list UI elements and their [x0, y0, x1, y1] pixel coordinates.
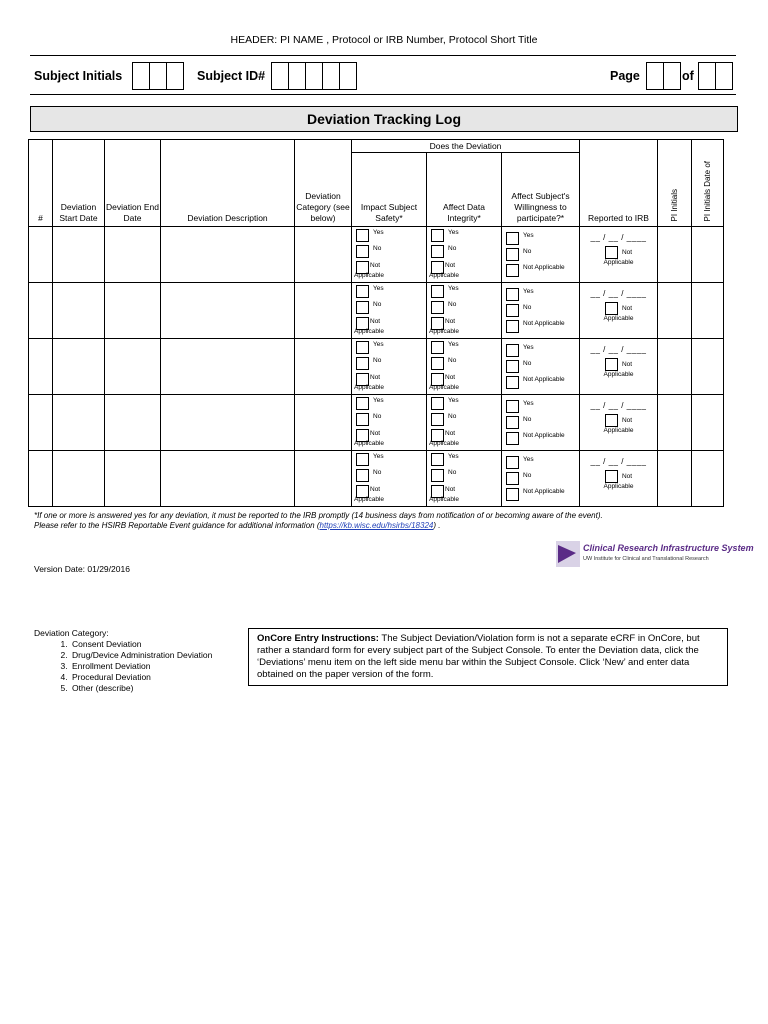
cell-willingness: [502, 227, 580, 283]
option-label: Not Applicable: [523, 432, 565, 439]
option-no[interactable]: [431, 413, 501, 429]
logo-subtitle: UW Institute for Clinical and Translational Research: [583, 556, 709, 562]
checkbox[interactable]: [431, 413, 444, 426]
category-label: Deviation Category:: [34, 628, 109, 638]
option-label: Applicable: [429, 440, 459, 447]
checkbox[interactable]: [506, 472, 519, 485]
cell-category[interactable]: [295, 283, 352, 339]
oncore-text: The Subject Deviation/Violation form is not a separate eCRF in OnCore, but rather a standard form for every subject part of the Subject Console. To enter the Deviation data, click the ‘Deviations’ menu item on the left side menu bar within the Subject Console. Click ‘New’ and enter data obtained on the paper version of the form.: [257, 633, 700, 680]
cell-category[interactable]: [295, 395, 352, 451]
option-label: Not: [370, 486, 381, 493]
option-label: No: [523, 360, 532, 367]
checkbox[interactable]: [356, 229, 369, 242]
col-cat-header: Deviation Category (see below): [295, 140, 352, 227]
option-label: Not: [621, 472, 633, 480]
checkbox[interactable]: [431, 245, 444, 258]
option-label: Applicable: [429, 496, 459, 503]
option-no[interactable]: [431, 245, 501, 261]
cell-pi-initials[interactable]: [658, 395, 692, 451]
option-label: Applicable: [354, 440, 384, 447]
cell-num[interactable]: [29, 339, 53, 395]
cell-pi-initials[interactable]: [658, 283, 692, 339]
option-label: Yes: [373, 229, 384, 236]
checkbox[interactable]: [431, 469, 444, 482]
option-label: Applicable: [603, 259, 634, 266]
option-label: Yes: [373, 453, 384, 460]
checkbox[interactable]: [506, 416, 519, 429]
option-label: Applicable: [354, 384, 384, 391]
cell-willingness: [502, 339, 580, 395]
option-no[interactable]: [506, 360, 579, 376]
option-yes[interactable]: [506, 344, 579, 360]
subject-initials-boxes[interactable]: [132, 62, 184, 90]
cell-num[interactable]: [29, 395, 53, 451]
cell-willingness: [502, 451, 580, 507]
checkbox[interactable]: [356, 341, 369, 354]
option-yes[interactable]: [356, 229, 426, 245]
cell-end-date[interactable]: [105, 339, 161, 395]
option-label: Not: [445, 374, 456, 381]
col-impact-header: Impact Subject Safety*: [352, 153, 427, 227]
cell-pi-initials[interactable]: [658, 451, 692, 507]
table-row: [29, 451, 724, 507]
option-label: No: [523, 304, 532, 311]
option-yes[interactable]: [431, 285, 501, 301]
option-yes[interactable]: [356, 285, 426, 301]
subject-id-boxes[interactable]: [271, 62, 357, 90]
cell-reported-irb: [580, 339, 658, 395]
option-label: Yes: [373, 397, 384, 404]
col-pi-date-header: [692, 140, 724, 227]
table-row: [29, 227, 724, 283]
option-label: Not: [621, 360, 633, 368]
footnote-line2-text: Please refer to the HSIRB Reportable Event guidance for additional information (: [34, 521, 320, 530]
checkbox[interactable]: [356, 357, 369, 370]
option-label: No: [373, 413, 382, 420]
col-integrity-header: Affect Data Integrity*: [427, 153, 502, 227]
deviation-category-legend: [34, 628, 212, 694]
option-label: Not: [621, 416, 633, 424]
option-not-applicable[interactable]: [506, 264, 579, 280]
cell-data-integrity: [427, 283, 502, 339]
checkbox[interactable]: [605, 414, 618, 427]
cell-end-date[interactable]: [105, 395, 161, 451]
page-label: Page: [610, 69, 640, 83]
option-label: No: [373, 469, 382, 476]
option-label: Yes: [523, 400, 534, 407]
option-label: Yes: [523, 344, 534, 351]
cell-pi-date[interactable]: [692, 451, 724, 507]
option-not-applicable[interactable]: [356, 429, 426, 445]
checkbox[interactable]: [506, 232, 519, 245]
page-number-boxes[interactable]: [646, 62, 681, 90]
option-label: No: [448, 245, 457, 252]
table-row: [29, 395, 724, 451]
cell-reported-irb: [580, 283, 658, 339]
option-not-applicable[interactable]: [431, 429, 501, 445]
option-label: Not: [445, 318, 456, 325]
cell-pi-date[interactable]: [692, 339, 724, 395]
irb-date-blank[interactable]: __ / __ / ____: [590, 289, 647, 298]
cell-end-date[interactable]: [105, 451, 161, 507]
checkbox[interactable]: [356, 397, 369, 410]
cell-pi-date[interactable]: [692, 283, 724, 339]
irb-date-blank[interactable]: __ / __ / ____: [590, 345, 647, 354]
footnote-line2: [34, 521, 603, 531]
checkbox[interactable]: [506, 376, 519, 389]
category-item: 5. Other (describe): [70, 683, 212, 694]
checkbox[interactable]: [506, 344, 519, 357]
top-rule: [30, 55, 736, 56]
footnote: [34, 511, 603, 531]
cell-reported-irb: [580, 227, 658, 283]
col-start-header: Deviation Start Date: [53, 140, 105, 227]
option-label: Applicable: [429, 328, 459, 335]
option-yes[interactable]: [356, 453, 426, 469]
option-yes[interactable]: [431, 229, 501, 245]
option-not-applicable[interactable]: [431, 261, 501, 277]
checkbox[interactable]: [431, 341, 444, 354]
checkbox[interactable]: [506, 360, 519, 373]
cell-description[interactable]: [161, 283, 295, 339]
option-label: Yes: [448, 453, 459, 460]
category-list: [34, 639, 212, 694]
option-yes[interactable]: [431, 341, 501, 357]
cell-start-date[interactable]: [53, 227, 105, 283]
footnote-line1: *If one or more is answered yes for any deviation, it must be reported to the IRB promptly (14 business days from notification of or becoming aware of the event).: [34, 511, 603, 520]
cell-pi-date[interactable]: [692, 227, 724, 283]
col-desc-header: Deviation Description: [161, 140, 295, 227]
checkbox[interactable]: [506, 288, 519, 301]
hsirb-link[interactable]: https://kb.wisc.edu/hsirbs/18324: [319, 521, 434, 530]
cris-logo-icon: [556, 541, 580, 567]
option-label: Not Applicable: [523, 320, 565, 327]
option-label: No: [523, 248, 532, 255]
option-no[interactable]: [506, 416, 579, 432]
cell-num[interactable]: [29, 227, 53, 283]
cell-category[interactable]: [295, 227, 352, 283]
checkbox[interactable]: [431, 397, 444, 410]
cell-start-date[interactable]: [53, 283, 105, 339]
option-label: No: [373, 245, 382, 252]
cell-willingness: [502, 395, 580, 451]
option-not-applicable[interactable]: [431, 317, 501, 333]
page-header: HEADER: PI NAME , Protocol or IRB Number, Protocol Short Title: [230, 34, 538, 46]
irb-not-applicable[interactable]: [580, 414, 657, 435]
irb-not-applicable[interactable]: [580, 470, 657, 491]
checkbox[interactable]: [605, 358, 618, 371]
checkbox[interactable]: [605, 302, 618, 315]
option-label: No: [523, 416, 532, 423]
option-no[interactable]: [506, 472, 579, 488]
cell-description[interactable]: [161, 339, 295, 395]
category-item: 2. Drug/Device Administration Deviation: [70, 650, 212, 661]
option-label: No: [523, 472, 532, 479]
option-label: Applicable: [603, 371, 634, 378]
option-label: Applicable: [429, 272, 459, 279]
option-label: Applicable: [354, 496, 384, 503]
checkbox[interactable]: [431, 285, 444, 298]
option-yes[interactable]: [431, 397, 501, 413]
checkbox[interactable]: [506, 264, 519, 277]
option-not-applicable[interactable]: [356, 261, 426, 277]
option-label: Yes: [373, 341, 384, 348]
option-label: Not: [621, 304, 633, 312]
option-not-applicable[interactable]: [506, 488, 579, 504]
cell-impact-safety: [352, 227, 427, 283]
option-yes[interactable]: [506, 288, 579, 304]
oncore-instructions: [248, 628, 728, 686]
page-total-boxes[interactable]: [698, 62, 733, 90]
checkbox[interactable]: [356, 301, 369, 314]
cell-impact-safety: [352, 395, 427, 451]
of-label: of: [682, 69, 694, 83]
option-label: Applicable: [354, 328, 384, 335]
cell-num[interactable]: [29, 283, 53, 339]
subject-id-label: Subject ID#: [197, 69, 266, 83]
oncore-title: OnCore Entry Instructions:: [257, 633, 379, 644]
checkbox[interactable]: [356, 453, 369, 466]
option-yes[interactable]: [356, 397, 426, 413]
irb-date-blank[interactable]: __ / __ / ____: [590, 233, 647, 242]
option-no[interactable]: [356, 413, 426, 429]
second-rule: [30, 94, 736, 95]
checkbox[interactable]: [356, 285, 369, 298]
checkbox[interactable]: [356, 413, 369, 426]
cell-data-integrity: [427, 395, 502, 451]
category-item: 4. Procedural Deviation: [70, 672, 212, 683]
pi-initials-label: PI Initials: [670, 188, 679, 221]
option-yes[interactable]: [431, 453, 501, 469]
irb-not-applicable[interactable]: [580, 246, 657, 267]
cell-reported-irb: [580, 451, 658, 507]
checkbox[interactable]: [506, 400, 519, 413]
option-no[interactable]: [431, 469, 501, 485]
option-not-applicable[interactable]: [356, 485, 426, 501]
option-no[interactable]: [431, 357, 501, 373]
option-label: No: [448, 469, 457, 476]
checkbox[interactable]: [506, 456, 519, 469]
option-label: Not: [370, 262, 381, 269]
version-date: Version Date: 01/29/2016: [34, 564, 130, 574]
irb-not-applicable[interactable]: [580, 302, 657, 323]
col-reported-header: Reported to IRB: [580, 140, 658, 227]
cell-pi-initials[interactable]: [658, 339, 692, 395]
checkbox[interactable]: [431, 301, 444, 314]
option-yes[interactable]: [356, 341, 426, 357]
checkbox[interactable]: [431, 357, 444, 370]
option-no[interactable]: [356, 469, 426, 485]
col-end-header: Deviation End Date: [105, 140, 161, 227]
option-label: Not: [445, 486, 456, 493]
cell-description[interactable]: [161, 227, 295, 283]
cell-start-date[interactable]: [53, 395, 105, 451]
option-label: Not: [370, 430, 381, 437]
checkbox[interactable]: [506, 304, 519, 317]
option-label: Not: [370, 318, 381, 325]
option-not-applicable[interactable]: [431, 485, 501, 501]
category-item: 1. Consent Deviation: [70, 639, 212, 650]
col-pi-initials-header: [658, 140, 692, 227]
cell-data-integrity: [427, 451, 502, 507]
table-row: [29, 339, 724, 395]
checkbox[interactable]: [605, 470, 618, 483]
subject-initials-label: Subject Initials: [34, 69, 123, 83]
cell-start-date[interactable]: [53, 339, 105, 395]
option-no[interactable]: [356, 357, 426, 373]
option-label: Not Applicable: [523, 376, 565, 383]
cris-logo: [556, 540, 754, 568]
checkbox[interactable]: [506, 248, 519, 261]
table-row: [29, 283, 724, 339]
option-not-applicable[interactable]: [506, 432, 579, 448]
irb-date-blank[interactable]: __ / __ / ____: [590, 401, 647, 410]
option-label: Applicable: [354, 272, 384, 279]
cell-impact-safety: [352, 451, 427, 507]
option-no[interactable]: [506, 304, 579, 320]
log-title: Deviation Tracking Log: [30, 106, 738, 132]
footnote-line2-end: ) .: [433, 521, 441, 530]
option-not-applicable[interactable]: [356, 317, 426, 333]
checkbox[interactable]: [605, 246, 618, 259]
group-header: Does the Deviation: [352, 140, 580, 153]
checkbox[interactable]: [506, 488, 519, 501]
option-label: Applicable: [603, 427, 634, 434]
category-item: 3. Enrollment Deviation: [70, 661, 212, 672]
option-label: Yes: [523, 288, 534, 295]
cell-impact-safety: [352, 339, 427, 395]
cell-num[interactable]: [29, 451, 53, 507]
checkbox[interactable]: [431, 229, 444, 242]
checkbox[interactable]: [431, 453, 444, 466]
option-label: Yes: [448, 397, 459, 404]
checkbox[interactable]: [506, 320, 519, 333]
option-not-applicable[interactable]: [356, 373, 426, 389]
option-label: Not Applicable: [523, 264, 565, 271]
irb-not-applicable[interactable]: [580, 358, 657, 379]
option-label: Not: [445, 430, 456, 437]
cell-willingness: [502, 283, 580, 339]
cell-description[interactable]: [161, 395, 295, 451]
option-label: No: [448, 357, 457, 364]
option-label: Yes: [448, 285, 459, 292]
cell-pi-date[interactable]: [692, 395, 724, 451]
option-yes[interactable]: [506, 456, 579, 472]
option-not-applicable[interactable]: [506, 320, 579, 336]
cell-end-date[interactable]: [105, 283, 161, 339]
option-label: Applicable: [603, 483, 634, 490]
option-label: Not Applicable: [523, 488, 565, 495]
cell-category[interactable]: [295, 451, 352, 507]
logo-title: Clinical Research Infrastructure System: [583, 543, 754, 553]
option-not-applicable[interactable]: [431, 373, 501, 389]
option-label: Yes: [373, 285, 384, 292]
checkbox[interactable]: [356, 245, 369, 258]
option-label: Yes: [448, 341, 459, 348]
option-yes[interactable]: [506, 232, 579, 248]
deviation-log-table: [28, 139, 724, 507]
option-label: Yes: [523, 232, 534, 239]
option-label: Applicable: [603, 315, 634, 322]
option-label: Not: [445, 262, 456, 269]
option-label: No: [373, 301, 382, 308]
cell-end-date[interactable]: [105, 227, 161, 283]
cell-data-integrity: [427, 339, 502, 395]
option-not-applicable[interactable]: [506, 376, 579, 392]
col-num-header: #: [29, 140, 53, 227]
option-label: No: [448, 301, 457, 308]
pi-date-label: PI Initials Date of: [703, 160, 712, 221]
log-body: [29, 227, 724, 507]
option-label: Applicable: [429, 384, 459, 391]
option-label: Not: [621, 248, 633, 256]
option-no[interactable]: [356, 301, 426, 317]
cell-category[interactable]: [295, 339, 352, 395]
cell-start-date[interactable]: [53, 451, 105, 507]
cell-data-integrity: [427, 227, 502, 283]
option-no[interactable]: [431, 301, 501, 317]
option-label: Yes: [448, 229, 459, 236]
cell-impact-safety: [352, 283, 427, 339]
option-label: No: [448, 413, 457, 420]
option-no[interactable]: [356, 245, 426, 261]
checkbox[interactable]: [356, 469, 369, 482]
option-yes[interactable]: [506, 400, 579, 416]
option-label: No: [373, 357, 382, 364]
option-label: Not: [370, 374, 381, 381]
cell-pi-initials[interactable]: [658, 227, 692, 283]
cell-reported-irb: [580, 395, 658, 451]
option-no[interactable]: [506, 248, 579, 264]
cell-description[interactable]: [161, 451, 295, 507]
checkbox[interactable]: [506, 432, 519, 445]
option-label: Yes: [523, 456, 534, 463]
col-willingness-header: Affect Subject's Willingness to participate?*: [502, 153, 580, 227]
irb-date-blank[interactable]: __ / __ / ____: [590, 457, 647, 466]
